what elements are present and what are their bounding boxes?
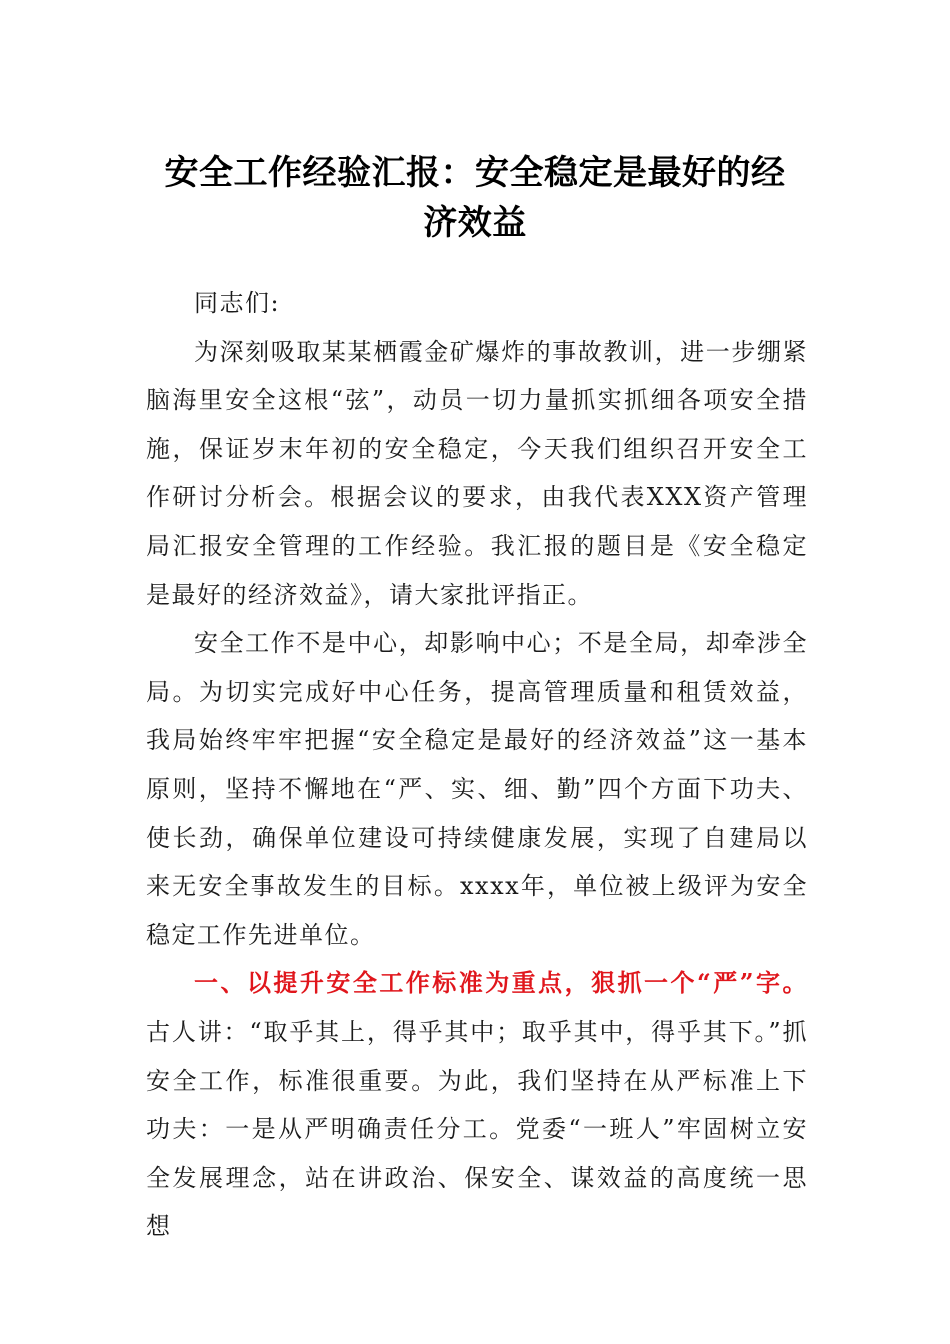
document-title — [140, 148, 810, 248]
section-1-text: 古人讲：“取乎其上，得乎其中；取乎其中，得乎其下。”抓安全工作，标准很重要。为此，我们坚持在从严标准上下功夫：一是从严明确责任分工。党委“一班人”牢固树立安全发展理念，站在讲政治、保安全、谋效益的高度统一思想 — [146, 1017, 808, 1241]
title-line-2: 济效益 — [423, 203, 527, 243]
paragraph-intro: 为深刻吸取某某栖霞金矿爆炸的事故教训，进一步绷紧脑海里安全这根“弦”，动员一切力量抓实抓细各项安全措施，保证岁末年初的安全稳定，今天我们组织召开安全工作研讨分析会。根据会议的要求，由我代表XXX资产管理局汇报安全管理的工作经验。我汇报的题目是《安全稳定是最好的经济效益》，请大家批评指正。 — [146, 337, 808, 609]
title-line-1: 安全工作经验汇报：安全稳定是最好的经 — [164, 153, 786, 193]
section-1-heading: 一、以提升安全工作标准为重点，狠抓一个“严”字。 — [194, 968, 808, 998]
paragraph-section-1 — [146, 959, 808, 1251]
document-body — [146, 279, 808, 1251]
salutation: 同志们: — [194, 289, 281, 317]
paragraph-principle: 安全工作不是中心，却影响中心；不是全局，却牵涉全局。为切实完成好中心任务，提高管理质量和租赁效益，我局始终牢牢把握“安全稳定是最好的经济效益”这一基本原则，坚持不懈地在“严、实、细、勤”四个方面下功夫、使长劲，确保单位建设可持续健康发展，实现了自建局以来无安全事故发生的目标。xxxx年，单位被上级评为安全稳定工作先进单位。 — [146, 629, 808, 949]
